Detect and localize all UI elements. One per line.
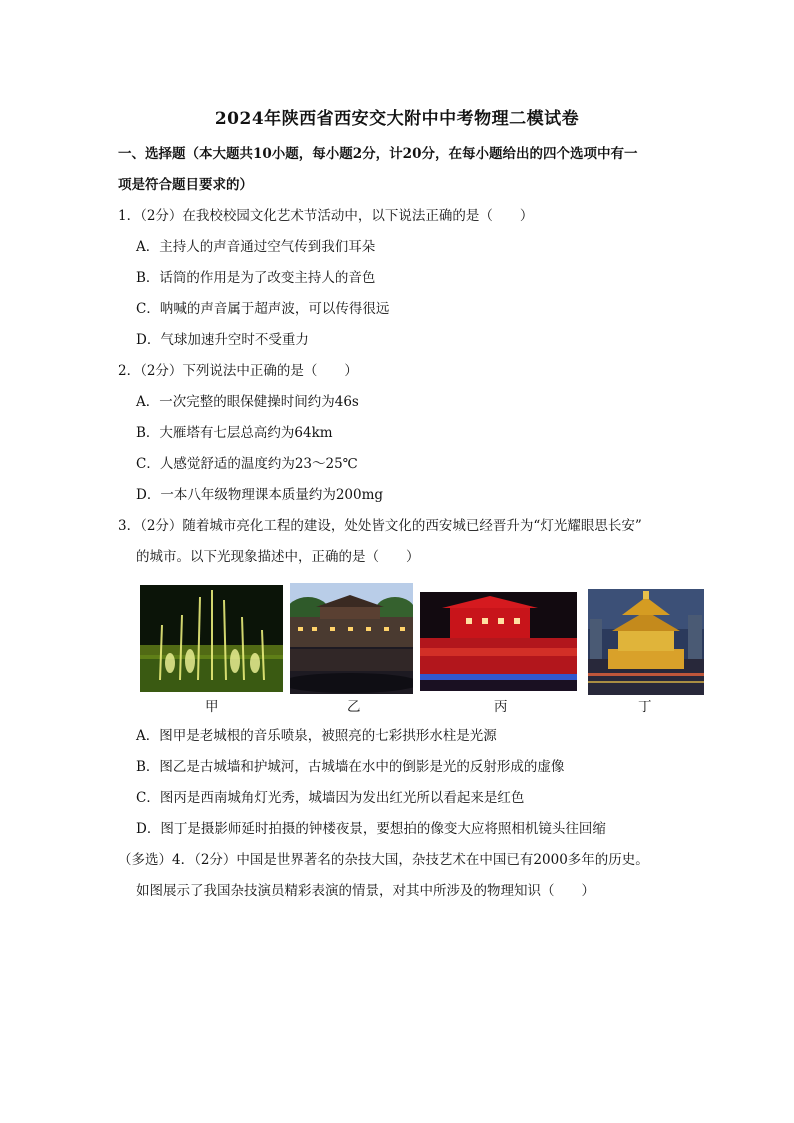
q1-option-d: D．气球加速升空时不受重力 [136, 332, 309, 348]
q3-option-d: D．图丁是摄影师延时拍摄的钟楼夜景，要想拍的像变大应将照相机镜头往回缩 [136, 821, 606, 837]
q2-stem: 2．（2分）下列说法中正确的是（ ） [118, 363, 358, 379]
figure-caption-yi: 乙 [347, 699, 361, 715]
q1-option-b: B．话筒的作用是为了改变主持人的音色 [136, 270, 376, 286]
q1-option-a: A．主持人的声音通过空气传到我们耳朵 [136, 239, 376, 255]
figure-caption-bing: 丙 [494, 699, 508, 715]
section-heading-line1: 一、选择题（本大题共10小题，每小题2分，计20分，在每小题给出的四个选项中有一 [118, 146, 638, 162]
figure-caption-jia: 甲 [205, 699, 219, 715]
q3-option-c: C．图丙是西南城角灯光秀，城墙因为发出红光所以看起来是红色 [136, 790, 525, 806]
q3-option-b: B．图乙是古城墙和护城河，古城墙在水中的倒影是光的反射形成的虚像 [136, 759, 565, 775]
figure-jia-fountain-photo [140, 585, 283, 692]
page-title: 2024年陕西省西安交大附中中考物理二模试卷 [214, 109, 580, 129]
q1-option-c: C．呐喊的声音属于超声波，可以传得很远 [136, 301, 390, 317]
figure-ding-bell-tower-photo [588, 589, 704, 695]
q2-option-a: A．一次完整的眼保健操时间约为46s [136, 394, 359, 410]
q2-option-b: B．大雁塔有七层总高约为64km [136, 425, 333, 441]
q1-stem: 1．（2分）在我校校园文化艺术节活动中，以下说法正确的是（ ） [118, 208, 534, 224]
q3-stem-line1: 3．（2分）随着城市亮化工程的建设，处处皆文化的西安城已经晋升为“灯光耀眼思长安” [118, 518, 642, 534]
figure-yi-city-wall-photo [290, 583, 413, 694]
figure-caption-ding: 丁 [638, 699, 652, 715]
q2-option-d: D．一本八年级物理课本质量约为200mg [136, 487, 384, 503]
q3-stem-line2: 的城市。以下光现象描述中，正确的是（ ） [136, 549, 420, 565]
q3-option-a: A．图甲是老城根的音乐喷泉，被照亮的七彩拱形水柱是光源 [136, 728, 497, 744]
figure-bing-light-show-photo [420, 592, 577, 691]
q2-option-c: C．人感觉舒适的温度约为23～25℃ [136, 456, 358, 472]
section-heading-line2: 项是符合题目要求的） [118, 177, 253, 193]
q4-stem-line2: 如图展示了我国杂技演员精彩表演的情景，对其中所涉及的物理知识（ ） [136, 883, 595, 899]
q4-stem-line1: （多选）4．（2分）中国是世界著名的杂技大国，杂技艺术在中国已有2000多年的历史。 [118, 852, 649, 868]
